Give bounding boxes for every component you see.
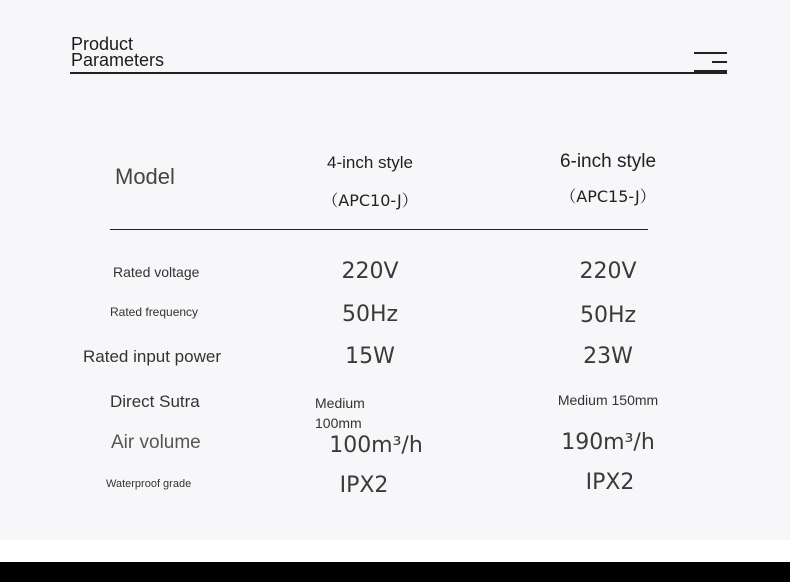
row-value-rated-input-power-col2: 23W: [583, 344, 633, 369]
table-divider: [110, 229, 648, 230]
row-value-direct-sutra-col1-line1: Medium: [315, 395, 365, 411]
row-value-air-volume-col1: 100m³/h: [329, 433, 423, 458]
row-value-direct-sutra-col1-line2: 100mm: [315, 415, 362, 431]
menu-icon-bar-bottom: [694, 70, 727, 72]
row-value-air-volume-col2: 190m³/h: [561, 430, 655, 455]
row-value-rated-voltage-col1: 220V: [341, 259, 399, 284]
page-title-line1: Product: [71, 34, 134, 54]
row-label-air-volume: Air volume: [111, 432, 201, 453]
bottom-white-strip: [0, 540, 790, 562]
menu-icon-bar-middle: [712, 61, 727, 63]
row-value-rated-voltage-col2: 220V: [579, 259, 637, 284]
row-value-rated-frequency-col1: 50Hz: [341, 302, 399, 327]
page-title-line2: Parameters: [71, 50, 165, 70]
page-title: [71, 36, 164, 68]
menu-icon-bar-top: [694, 52, 727, 54]
col2-style: 6-inch style: [559, 151, 657, 172]
col1-code: （APC10-J）: [322, 191, 418, 210]
row-label-waterproof-grade: Waterproof grade: [106, 478, 192, 490]
menu-icon[interactable]: [694, 52, 727, 72]
row-label-direct-sutra: Direct Sutra: [110, 392, 200, 411]
row-label-rated-frequency: Rated frequency: [110, 305, 199, 319]
col2-code: （APC15-J）: [560, 187, 656, 206]
row-value-direct-sutra-col2: Medium 150mm: [557, 392, 659, 408]
row-value-direct-sutra-col1: [315, 393, 365, 433]
model-label: Model: [115, 164, 175, 189]
row-value-rated-input-power-col1: 15W: [345, 344, 395, 369]
row-value-rated-frequency-col2: 50Hz: [579, 303, 637, 328]
header-divider: [70, 72, 727, 74]
row-value-waterproof-grade-col2: IPX2: [585, 470, 635, 495]
row-value-waterproof-grade-col1: IPX2: [339, 473, 389, 498]
bottom-black-bar: [0, 562, 790, 582]
col1-style: 4-inch style: [327, 153, 413, 172]
row-label-rated-input-power: Rated input power: [83, 347, 221, 366]
row-label-rated-voltage: Rated voltage: [113, 264, 200, 280]
